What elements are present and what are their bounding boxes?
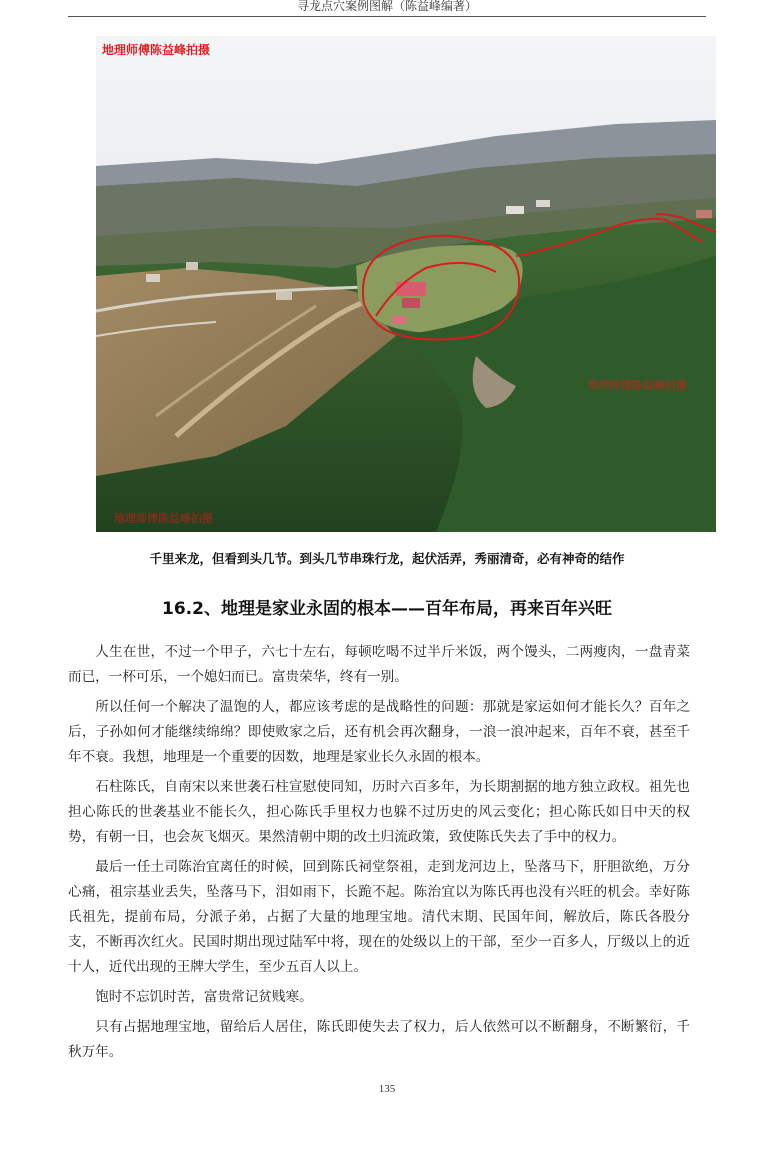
- aerial-photo: [96, 36, 716, 532]
- paragraph: 饱时不忘饥时苦，富贵常记贫贱寒。: [95, 989, 313, 1005]
- photo-watermark-bottom: 地理师傅陈益峰拍摄: [114, 512, 213, 525]
- photo-watermark-mid: 地理师傅陈益峰拍摄: [588, 379, 687, 392]
- running-header: 寻龙点穴案例图解（陈益峰编著）: [68, 0, 706, 17]
- paragraph: 石柱陈氏，自南宋以来世袭石柱宣慰使同知，历时六百多年，为长期割据的地方独立政权。祖先也担心陈氏的世袭基业不能长久，担心陈氏手里权力也躲不过历史的风云变化；担心陈氏如日中天的权势，有朝一日，也会灰飞烟灭。果然清朝中期的改土归流政策，致使陈氏失去了手中的权力。: [68, 779, 690, 845]
- paragraph: 人生在世，不过一个甲子，六七十左右，每顿吃喝不过半斤米饭，两个馒头，二两瘦肉，一盘青菜而已，一杯可乐，一个媳妇而已。富贵荣华，终有一别。: [68, 644, 690, 685]
- body-text: [68, 640, 690, 1070]
- page-number: 135: [378, 1083, 396, 1095]
- photo-caption: 千里来龙，但看到头几节。到头几节串珠行龙，起伏活弄，秀丽清奇，必有神奇的结作: [149, 551, 625, 566]
- paragraph: 所以任何一个解决了温饱的人，都应该考虑的是战略性的问题：那就是家运如何才能长久？百年之后，子孙如何才能继续绵绵？即使败家之后，还有机会再次翻身，一浪一浪冲起来，百年不衰，甚至千年不衰。我想，地理是一个重要的因数，地理是家业长久永固的根本。: [68, 699, 690, 765]
- paragraph: 只有占据地理宝地，留给后人居住，陈氏即使失去了权力，后人依然可以不断翻身，不断繁衍，千秋万年。: [68, 1019, 690, 1060]
- paragraph: 最后一任土司陈治宜离任的时候，回到陈氏祠堂祭祖，走到龙河边上，坠落马下，肝胆欲绝，万分心痛，祖宗基业丢失，坠落马下，泪如雨下，长跪不起。陈治宜以为陈氏再也没有兴旺的机会。幸好陈氏祖先，提前布局，分派子弟，占据了大量的地理宝地。清代末期、民国年间，解放后，陈氏各股分支，不断再次红火。民国时期出现过陆军中将，现在的处级以上的干部，至少一百多人，厅级以上的近十人，近代出现的王牌大学生，至少五百人以上。: [68, 859, 690, 975]
- photo-watermark-top: 地理师傅陈益峰拍摄: [102, 43, 211, 57]
- section-heading: 16.2、地理是家业永固的根本——百年布局，再来百年兴旺: [162, 599, 612, 619]
